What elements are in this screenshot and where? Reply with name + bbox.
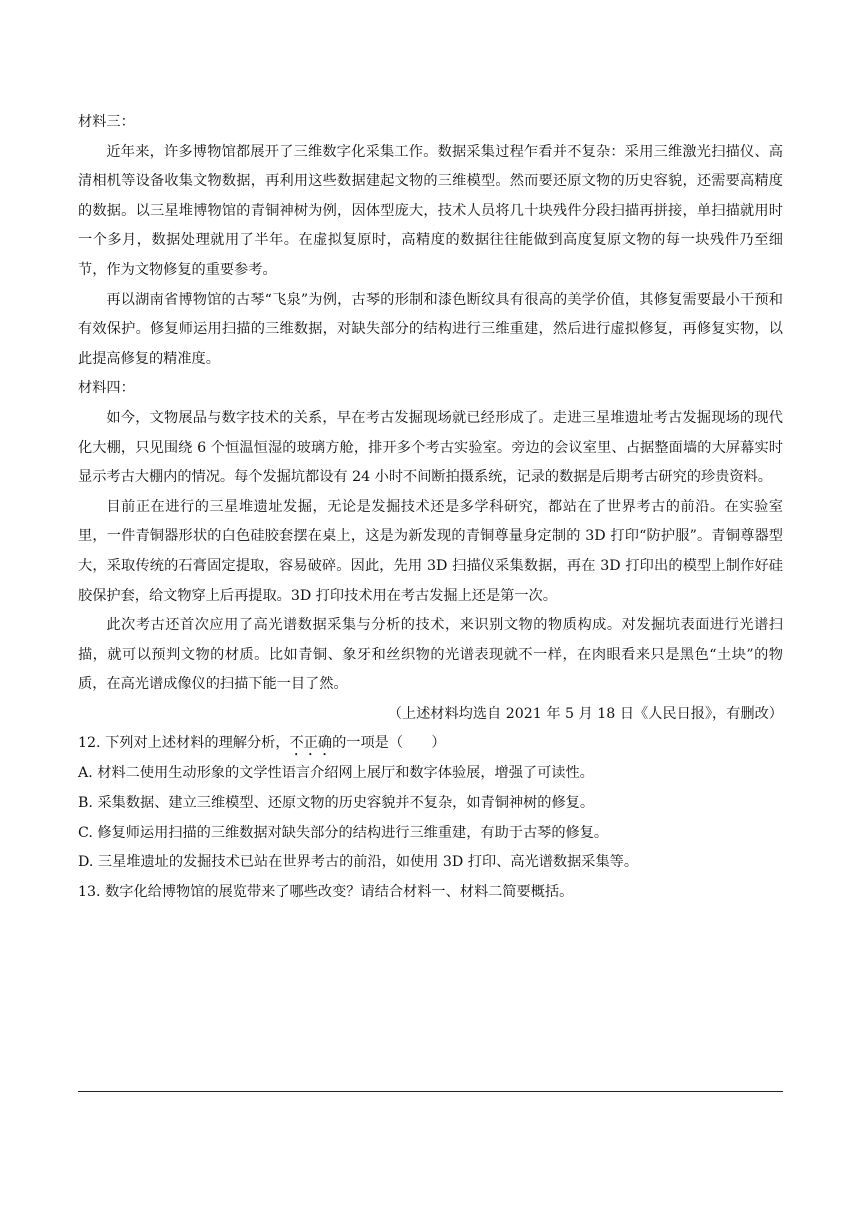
material-4-paragraph: 目前正在进行的三星堆遗址发掘，无论是发掘技术还是多学科研究，都站在了世界考古的前沿。在实验室里，一件青铜器形状的白色硅胶套摆在桌上，这是为新发现的青铜尊量身定制的 3D 打印“防护服”。青铜尊器型大，采取传统的石膏固定提取，容易破碎。因此，先用 3D 扫描仪采集数据，再在 3D 打印出的模型上制作好硅胶保护套，给文物穿上后再提取。3D 打印技术用在考古发掘上还是第一次。 (78, 498, 783, 604)
source-note: （上述材料均选自 2021 年 5 月 18 日《人民日报》，有删改） (387, 705, 783, 722)
material-3-label: 材料三： (78, 114, 135, 130)
answer-line[interactable] (78, 1091, 783, 1092)
material-3-paragraph: 再以湖南省博物馆的古琴“飞泉”为例，古琴的形制和漆色断纹具有很高的美学价值，其修复需要最小干预和有效保护。修复师运用扫描的三维数据，对缺失部分的结构进行三维重建，然后进行虚拟修复，再修复实物，以此提高修复的精准度。 (78, 291, 783, 367)
question-12-option-a: A. 材料二使用生动形象的文学性语言介绍网上展厅和数字体验展，增强了可读性。 (78, 765, 594, 782)
material-4-label: 材料四： (78, 380, 135, 397)
question-12-emphasis: 不正确 (289, 735, 333, 752)
question-13-stem: 13. 数字化给博物馆的展览带来了哪些改变？请结合材料一、材料二简要概括。 (78, 883, 574, 900)
question-12-option-d: D. 三星堆遗址的发掘技术已站在世界考古的前沿，如使用 3D 打印、高光谱数据采集等。 (78, 854, 639, 871)
question-12-stem-before: 12. 下列对上述材料的理解分析， (78, 735, 290, 752)
question-12-stem (78, 729, 783, 759)
material-4-paragraph: 如今，文物展品与数字技术的关系，早在考古发掘现场就已经形成了。走进三星堆遗址考古发掘现场的现代化大棚，只见围绕 6 个恒温恒湿的玻璃方舱，排开多个考古实验室。旁边的会议室里、占据整面墙的大屏幕实时显示考古大棚内的情况。每个发掘坑都设有 24 小时不间断拍摄系统，记录的数据是后期考古研究的珍贵资料。 (78, 409, 783, 486)
material-3-paragraph: 近年来，许多博物馆都展开了三维数字化采集工作。数据采集过程乍看并不复杂：采用三维激光扫描仪、高清相机等设备收集文物数据，再利用这些数据建起文物的三维模型。然而要还原文物的历史容貌，还需要高精度的数据。以三星堆博物馆的青铜神树为例，因体型庞大，技术人员将几十块残件分段扫描再拼接，单扫描就用时一个多月，数据处理就用了半年。在虚拟复原时，高精度的数据往往能做到高度复原文物的每一块残件乃至细节，作为文物修复的重要参考。 (78, 143, 783, 278)
material-4-paragraph: 此次考古还首次应用了高光谱数据采集与分析的技术，来识别文物的物质构成。对发掘坑表面进行光谱扫描，就可以预判文物的材质。比如青铜、象牙和丝织物的光谱表现就不一样，在肉眼看来只是黑色“土块”的物质，在高光谱成像仪的扫描下能一目了然。 (78, 617, 783, 693)
document-body (78, 108, 783, 907)
question-12-option-b: B. 采集数据、建立三维模型、还原文物的历史容貌并不复杂，如青铜神树的修复。 (78, 795, 595, 812)
question-12-option-c: C. 修复师运用扫描的三维数据对缺失部分的结构进行三维重建，有助于古琴的修复。 (78, 824, 609, 841)
question-12-stem-after: 的一项是（ ） (332, 735, 446, 752)
